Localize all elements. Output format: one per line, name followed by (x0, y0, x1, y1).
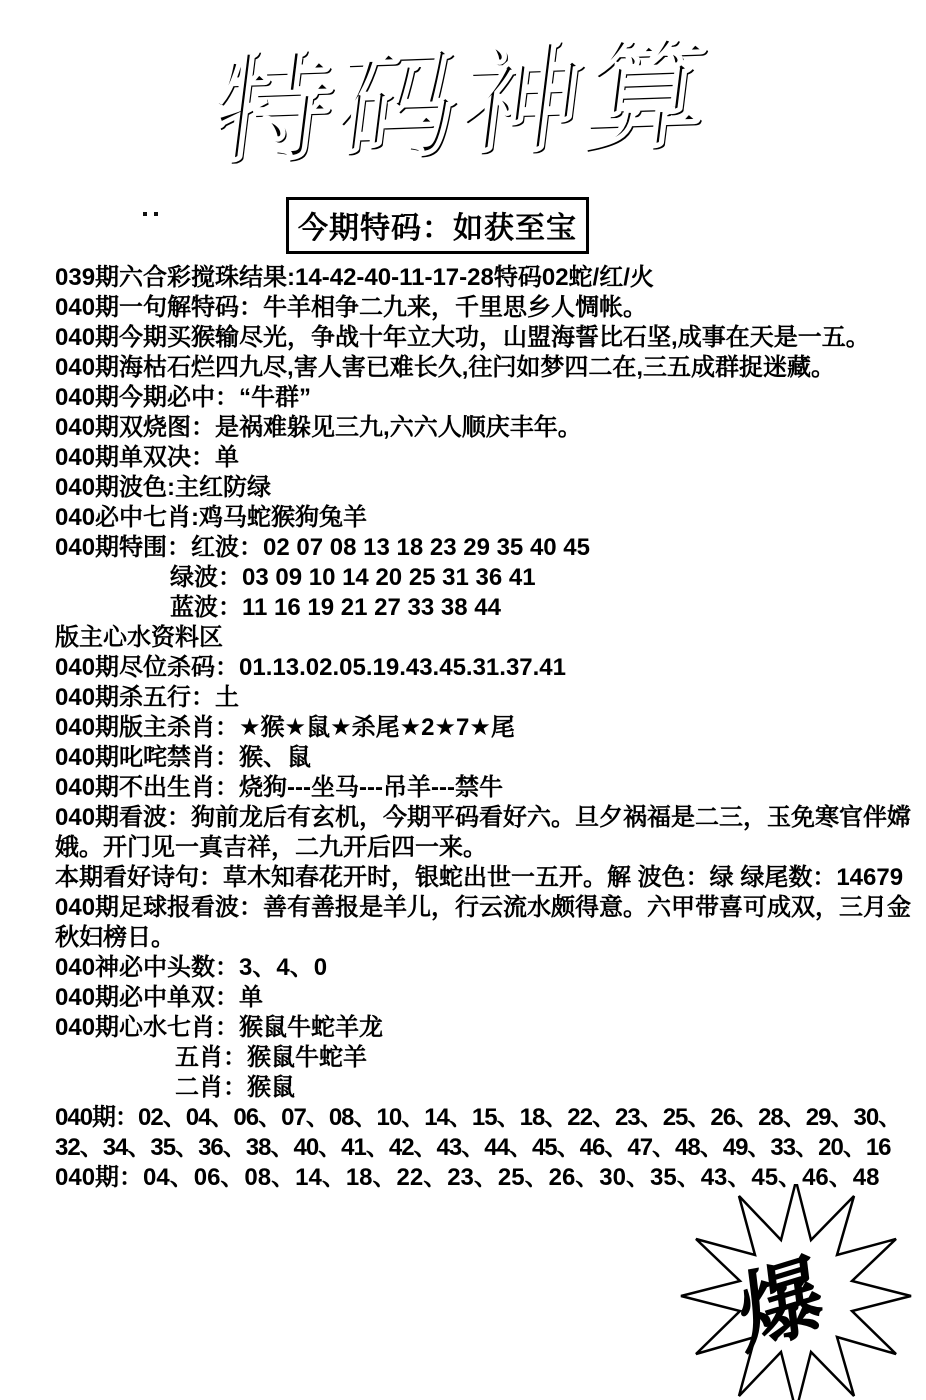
line-numbers-1: 040期：02、04、06、07、08、10、14、15、18、22、23、25、26、28、29、30、 (55, 1104, 902, 1131)
line-kill-codes: 040期尽位杀码：01.13.02.05.19.43.45.31.37.41 (55, 654, 567, 681)
special-code-box: 今期特码：如获至宝 (286, 197, 589, 254)
text-line: 040期看波：狗前龙后有玄机，今期平码看好六。旦夕祸福是二三，玉免寒官伴嫦 (55, 804, 912, 831)
line-head-numbers: 040神必中头数：3、4、0 (55, 954, 328, 981)
line-kill-element: 040期杀五行：土 (55, 684, 240, 711)
line-red-wave: 040期特围：红波：02 07 08 13 18 23 29 35 40 45 (55, 534, 591, 561)
line-poem: 本期看好诗句：草木知春花开时，银蛇出世一五开。解 波色：绿 绿尾数：14679 (55, 864, 904, 891)
line-blue-wave: 蓝波：11 16 19 21 27 33 38 44 (170, 594, 501, 621)
deco-dots (143, 203, 165, 209)
text-line: 娥。开门见一真吉祥，二九开后四一来。 (55, 834, 487, 861)
line-heart-zodiac: 040期心水七肖：猴鼠牛蛇羊龙 (55, 1014, 384, 1041)
line-draw-result: 039期六合彩搅珠结果:14-42-40-11-17-28特码02蛇/红/火 (55, 264, 654, 291)
page-title: 特码神算 (205, 28, 721, 178)
line-ban-zodiac: 040期叱咤禁肖：猴、鼠 (55, 744, 312, 771)
line-seven-zodiac: 040必中七肖:鸡马蛇猴狗兔羊 (55, 504, 368, 531)
text-line: 040期足球报看波：善有善报是羊儿，行云流水颇得意。六甲带喜可成双，三月金 (55, 894, 912, 921)
line-numbers-3: 040期：04、06、08、14、18、22、23、25、26、30、35、43、45、46、48 (55, 1164, 880, 1191)
line-must-hit: 040期今期必中：“牛群” (55, 384, 312, 411)
tip-sheet-body (55, 263, 912, 1193)
text-line: 秋妇榜日。 (55, 924, 175, 951)
line-wave-color: 040期波色:主红防绿 (55, 474, 272, 501)
line-two-zodiac: 二肖：猴鼠 (175, 1074, 295, 1101)
text-line: 040期海枯石烂四九尽,害人害已难长久,往闩如梦四二在,三五成群捉迷藏。 (55, 354, 836, 381)
masthead (0, 18, 926, 188)
line-numbers-2: 32、34、35、36、38、40、41、42、43、44、45、46、47、48、49、33、20、16 (55, 1134, 891, 1161)
line-odd-even-2: 040期必中单双：单 (55, 984, 264, 1011)
burst-starburst (626, 1184, 926, 1400)
line-five-zodiac: 五肖：猴鼠牛蛇羊 (175, 1044, 367, 1071)
line-green-wave: 绿波：03 09 10 14 20 25 31 36 41 (170, 564, 536, 591)
text-line: 040期今期买猴输尽光，争战十年立大功，山盟海誓比石坚,成事在天是一五。 (55, 324, 870, 351)
line-no-show-zodiac: 040期不出生肖：烧狗---坐马---吊羊---禁牛 (55, 774, 503, 801)
line-one-sentence: 040期一句解特码：牛羊相争二九来，千里思乡人惆帐。 (55, 294, 648, 321)
line-kill-zodiac: 040期版主杀肖：★猴★鼠★杀尾★2★7★尾 (55, 714, 515, 741)
burst-label: 爆 (733, 1245, 825, 1367)
text-line: 040期双烧图：是祸难躲见三九,六六人顺庆丰年。 (55, 414, 582, 441)
section-header: 版主心水资料区 (55, 624, 223, 651)
line-odd-even: 040期单双决：单 (55, 444, 240, 471)
